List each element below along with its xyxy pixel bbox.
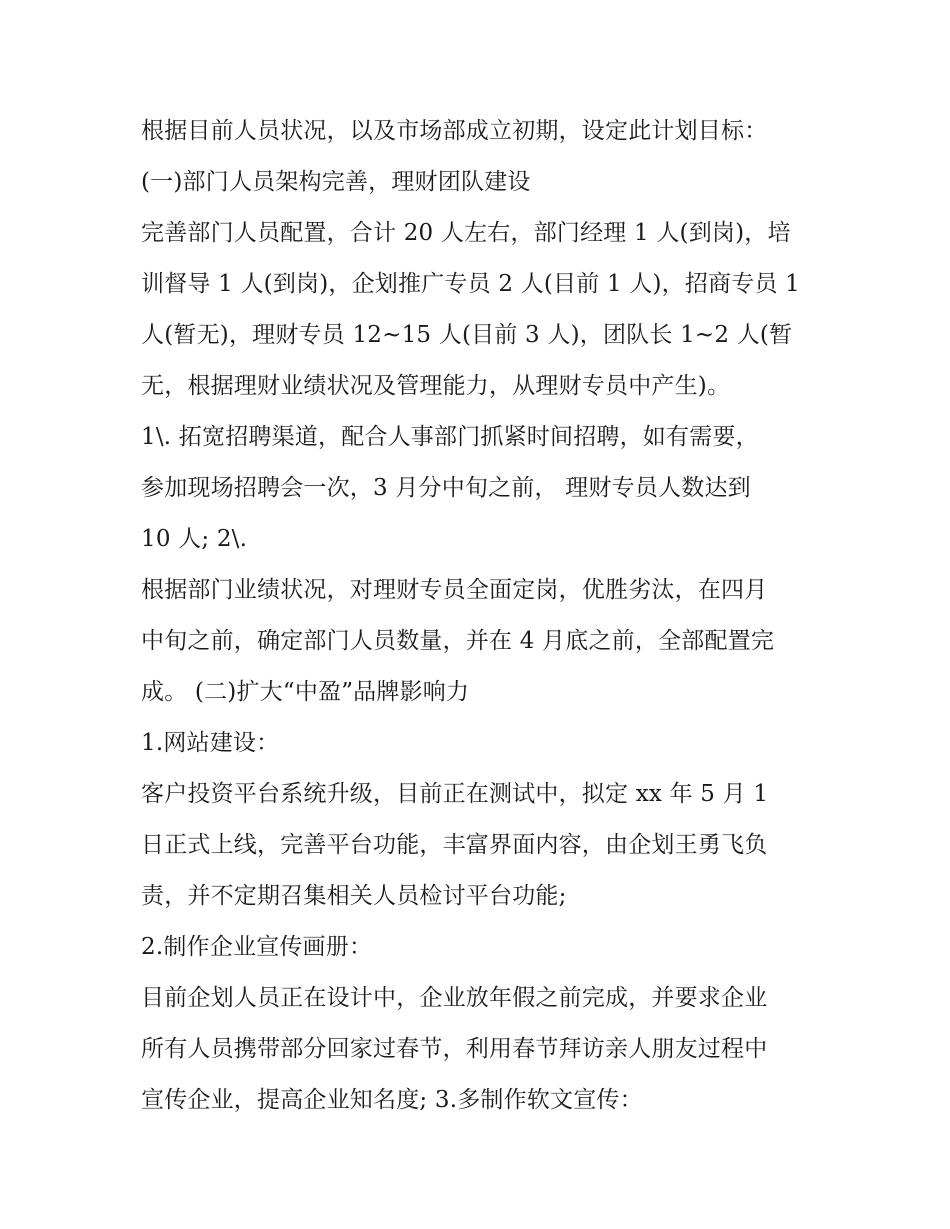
text-line: 根据部门业绩状况，对理财专员全面定岗，优胜劣汰，在四月 [141, 577, 768, 603]
text-line: 日正式上线，完善平台功能，丰富界面内容，由企划王勇飞负 [141, 832, 768, 858]
text-line: 根据目前人员状况，以及市场部成立初期，设定此计划目标： [141, 118, 768, 144]
document-body [141, 106, 831, 1126]
text-line: 无，根据理财业绩状况及管理能力，从理财专员中产生)。 [141, 373, 731, 399]
section-heading-1: (一)部门人员架构完善，理财团队建设 [141, 169, 531, 195]
text-line: 宣传企业，提高企业知名度; 3.多制作软文宣传： [141, 1087, 643, 1113]
text-line: 10 人; 2\. [141, 526, 248, 552]
text-line: 所有人员携带部分回家过春节，利用春节拜访亲人朋友过程中 [141, 1036, 768, 1062]
text-line: 参加现场招聘会一次，3 月分中旬之前， 理财专员人数达到 [141, 475, 751, 501]
text-line: 训督导 1 人(到岗)，企划推广专员 2 人(目前 1 人)，招商专员 1 [141, 271, 801, 297]
text-line: 客户投资平台系统升级，目前正在测试中，拟定 xx 年 5 月 1 [141, 781, 769, 807]
text-line: 人(暂无)，理财专员 12~15 人(目前 3 人)，团队长 1~2 人(暂 [141, 322, 793, 348]
text-line: 1\. 拓宽招聘渠道，配合人事部门抓紧时间招聘，如有需要， [141, 424, 759, 450]
text-line: 中旬之前，确定部门人员数量，并在 4 月底之前，全部配置完 [141, 628, 775, 654]
text-line: 目前企划人员正在设计中，企业放年假之前完成，并要求企业 [141, 985, 768, 1011]
subheading-brochure: 2.制作企业宣传画册： [141, 934, 373, 960]
text-line: 责，并不定期召集相关人员检讨平台功能; [141, 883, 567, 909]
subheading-website: 1.网站建设： [141, 730, 280, 756]
text-line: 完善部门人员配置，合计 20 人左右，部门经理 1 人(到岗)，培 [141, 220, 791, 246]
section-heading-2: 成。 (二)扩大“中盈”品牌影响力 [141, 679, 470, 705]
